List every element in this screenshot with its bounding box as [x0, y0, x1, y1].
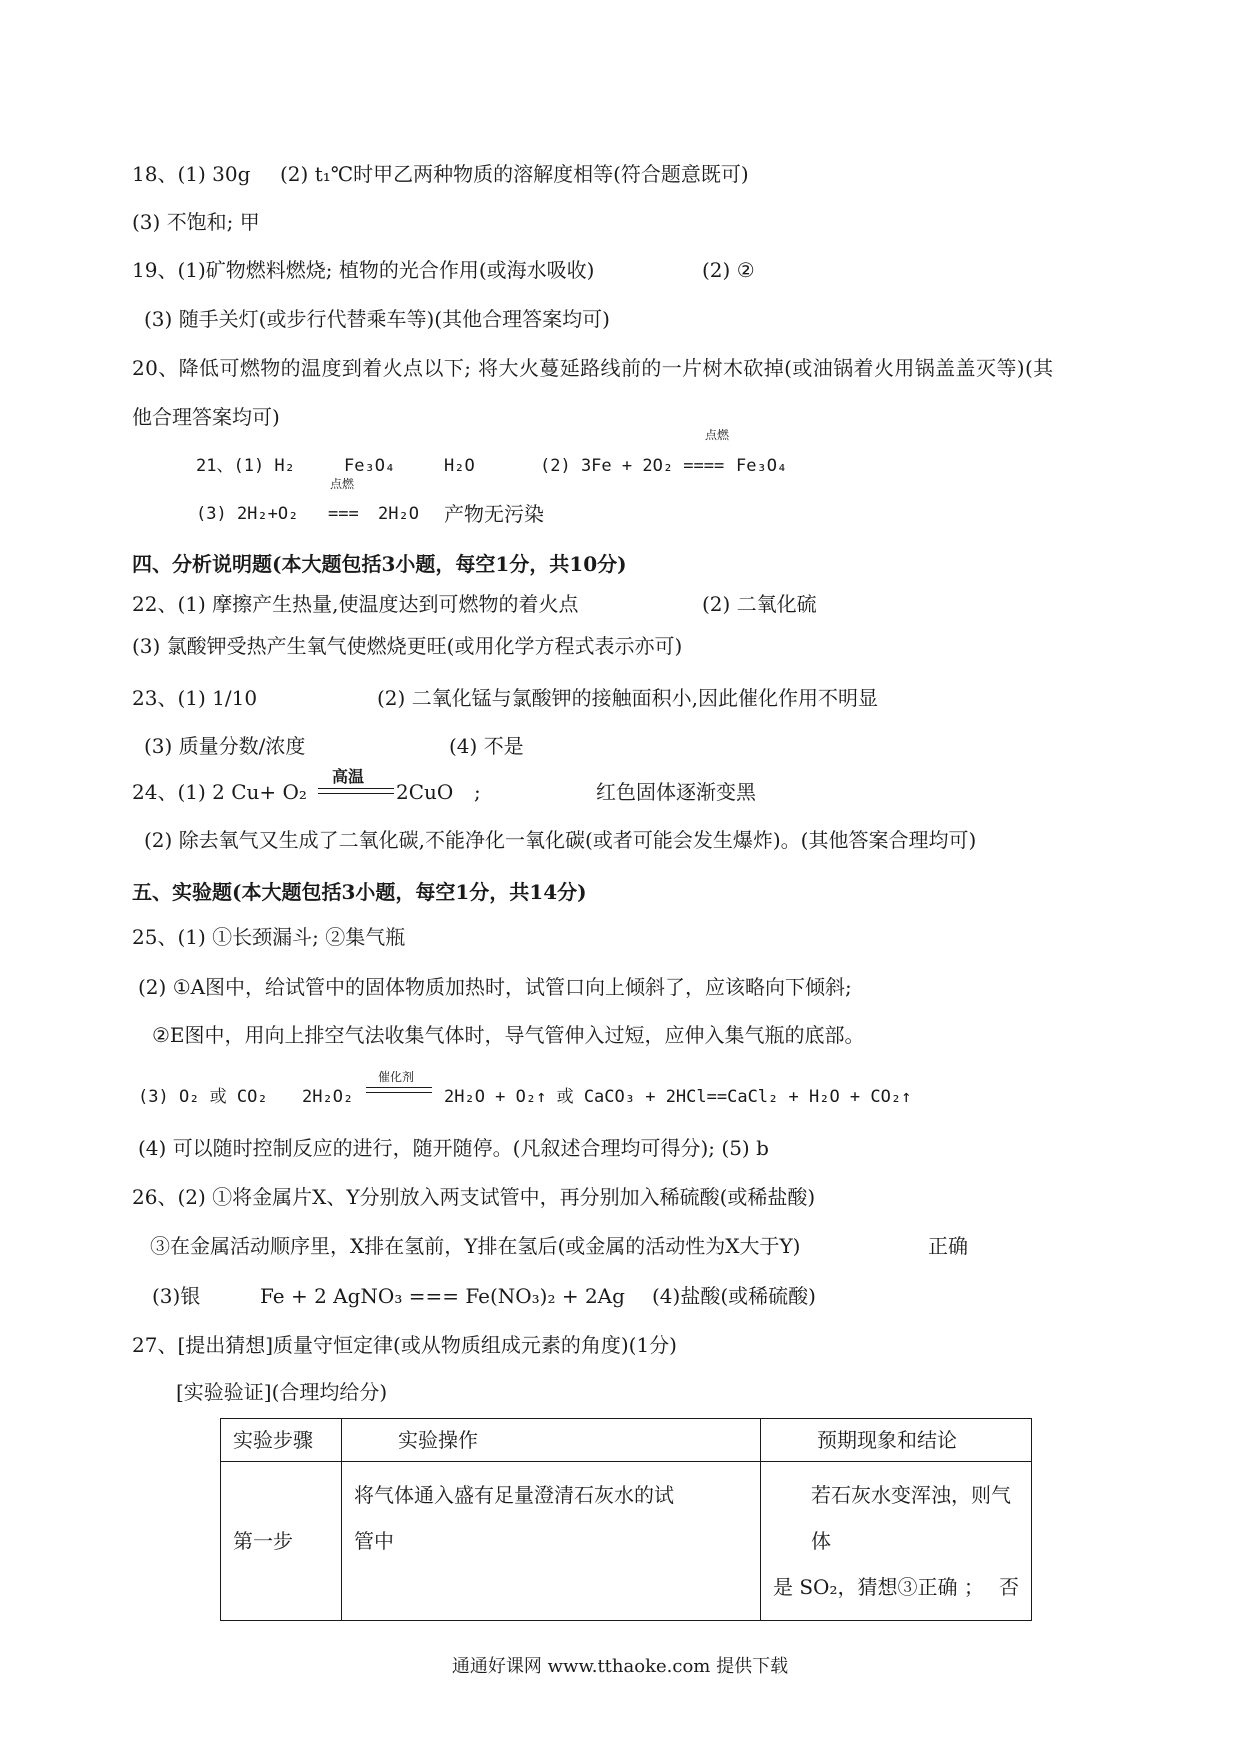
q26-equation: Fe + 2 AgNO₃ === Fe(NO₃)₂ + 2Ag	[260, 1284, 625, 1308]
q21-line2	[196, 502, 596, 526]
section4-heading: 四、分析说明题(本大题包括3小题，每空1分，共10分)	[132, 552, 627, 576]
q25-line2: (2) ①A图中，给试管中的固体物质加热时，试管口向上倾斜了，应该略向下倾斜;	[138, 975, 852, 999]
q24-line2: (2) 除去氧气又生成了二氧化碳,不能净化一氧化碳(或者可能会发生爆炸)。(其他答案合理均可)	[144, 828, 977, 852]
q20-line1: 20、降低可燃物的温度到着火点以下; 将大火蔓延路线前的一片树木砍掉(或油锅着火用锅盖盖灭等)(其	[132, 356, 1054, 380]
q24-line1	[132, 780, 932, 804]
q21-h2o: H₂O	[444, 456, 475, 476]
q21-eq2-lhs: (2) 3Fe + 2O₂ ====	[540, 456, 725, 476]
q18-part1: 18、(1) 30g	[132, 162, 251, 186]
q26-line3	[152, 1284, 912, 1308]
header-operation: 实验操作	[342, 1419, 761, 1462]
q21-eq3-lhs: (3) 2H₂+O₂	[196, 504, 299, 524]
q26-line2	[150, 1234, 968, 1258]
q21-eq2-rhs: Fe₃O₄	[736, 456, 788, 476]
q23-line1	[132, 686, 879, 710]
q18-line1	[132, 162, 749, 186]
q23-part3: (3) 质量分数/浓度	[144, 734, 306, 758]
q21-condition-ignite-1: 点燃	[705, 428, 730, 442]
header-step: 实验步骤	[221, 1419, 342, 1462]
footer-credit: 通通好课网 www.tthaoke.com 提供下载	[451, 1656, 789, 1677]
q18-part2: (2) t₁℃时甲乙两种物质的溶解度相等(符合题意既可)	[280, 162, 749, 186]
q26-line1: 26、(2) ①将金属片X、Y分别放入两支试管中，再分别加入稀硫酸(或稀盐酸)	[132, 1185, 816, 1209]
experiment-table	[220, 1418, 1032, 1621]
row1-result	[761, 1462, 1032, 1621]
row1-operation-line1: 将气体通入盛有足量澄清石灰水的试	[354, 1483, 674, 1507]
table-header-row	[221, 1419, 1032, 1462]
q21-eq3-arrow: ===	[328, 504, 359, 524]
q24-separator: ;	[474, 780, 481, 804]
row1-result-line2b: 否	[999, 1575, 1019, 1599]
q25-line5: (4) 可以随时控制反应的进行，随开随停。(凡叙述合理均可得分); (5) b	[138, 1136, 769, 1160]
q25-condition-catalyst: 催化剂	[378, 1070, 415, 1084]
q27-line2: [实验验证](合理均给分)	[176, 1380, 388, 1404]
q23-part2: (2) 二氧化锰与氯酸钾的接触面积小,因此催化作用不明显	[377, 686, 879, 710]
row1-result-line1: 若石灰水变浑浊，则气体	[811, 1483, 1011, 1553]
row1-operation	[342, 1462, 761, 1621]
q24-rhs: 2CuO	[396, 780, 454, 804]
q24-observation: 红色固体逐渐变黑	[596, 780, 756, 804]
q23-part1: 23、(1) 1/10	[132, 686, 258, 710]
header-result: 预期现象和结论	[761, 1419, 1032, 1462]
q21-condition-ignite-2: 点燃	[330, 477, 355, 491]
q26-acid: (4)盐酸(或稀硫酸)	[652, 1284, 816, 1308]
q19-part1: 19、(1)矿物燃料燃烧; 植物的光合作用(或海水吸收)	[132, 258, 595, 282]
q20-line2: 他合理答案均可)	[132, 405, 280, 429]
q25-line3: ②E图中，用向上排空气法收集气体时，导气管伸入过短，应伸入集气瓶的底部。	[152, 1023, 865, 1047]
q24-lhs: 24、(1) 2 Cu+ O₂	[132, 780, 307, 804]
q18-line2: (3) 不饱和; 甲	[132, 210, 260, 234]
q22-part1: 22、(1) 摩擦产生热量,使温度达到可燃物的着火点	[132, 592, 579, 616]
q25-products: 2H₂O + O₂↑ 或 CaCO₃ + 2HCl==CaCl₂ + H₂O + CO₂↑	[444, 1087, 912, 1107]
q19-part2: (2) ②	[702, 258, 755, 282]
q25-line4	[138, 1085, 938, 1109]
q27-line1: 27、[提出猜想]质量守恒定律(或从物质组成元素的角度)(1分)	[132, 1333, 677, 1357]
row1-step: 第一步	[221, 1462, 342, 1621]
q26-part1: ③在金属活动顺序里，X排在氢前，Y排在氢后(或金属的活动性为X大于Y)	[150, 1234, 801, 1258]
q26-silver: (3)银	[152, 1284, 201, 1308]
q26-part2: 正确	[928, 1234, 968, 1258]
section5-heading: 五、实验题(本大题包括3小题，每空1分，共14分)	[132, 880, 587, 904]
q21-line1	[196, 454, 816, 478]
table-row	[221, 1462, 1032, 1621]
q22-line1	[132, 592, 817, 616]
row1-result-line2a: 是 SO₂，猜想③正确 ；	[773, 1575, 984, 1599]
q21-fe3o4: Fe₃O₄	[344, 456, 396, 476]
row1-result-line2	[773, 1564, 1019, 1610]
q24-condition-high-temp: 高温	[332, 767, 365, 786]
q25-gas: (3) O₂ 或 CO₂	[138, 1087, 268, 1107]
q25-h2o2: 2H₂O₂	[302, 1087, 354, 1107]
q19-line2: (3) 随手关灯(或步行代替乘车等)(其他合理答案均可)	[144, 307, 610, 331]
q19-line1	[132, 258, 755, 282]
q22-line2: (3) 氯酸钾受热产生氧气使燃烧更旺(或用化学方程式表示亦可)	[132, 634, 683, 658]
q21-eq3-note: 产物无污染	[444, 502, 544, 526]
q23-part4: (4) 不是	[449, 734, 524, 758]
row1-operation-line2: 管中	[354, 1529, 394, 1553]
q22-part2: (2) 二氧化硫	[702, 592, 817, 616]
q21-h2: 21、(1) H₂	[196, 456, 295, 476]
q21-eq3-rhs: 2H₂O	[378, 504, 419, 524]
q23-line2	[144, 734, 524, 758]
q25-line1: 25、(1) ①长颈漏斗; ②集气瓶	[132, 925, 406, 949]
